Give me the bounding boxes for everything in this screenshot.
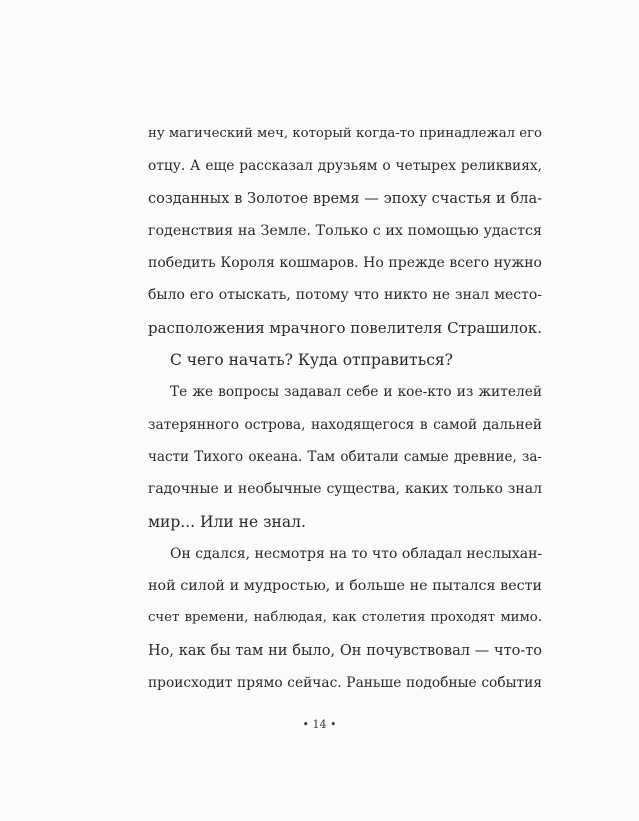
- text-line: мир... Или не знал.: [148, 512, 306, 531]
- text-line: ну магический меч, который когда-то принадлежал его: [148, 126, 542, 141]
- text-line: было его отыскать, потому что никто не знал место-: [148, 287, 542, 304]
- text-line: победить Короля кошмаров. Но прежде всего нужно: [148, 255, 542, 272]
- text-line: происходит прямо сейчас. Раньше подобные события: [148, 675, 542, 692]
- text-line: Те же вопросы задавал себе и кое-кто из жителей: [170, 384, 542, 401]
- text-line: отцу. А еще рассказал друзьям о четырех реликвиях,: [148, 158, 542, 175]
- text-line: гадочные и необычные существа, каких только знал: [148, 481, 542, 498]
- page-number: • 14 •: [302, 718, 337, 731]
- text-line: Он сдался, несмотря на то что обладал неслыхан-: [170, 545, 543, 562]
- text-line: ной силой и мудростью, и больше не пытался вести: [148, 578, 542, 595]
- text-line: годенствия на Земле. Только с их помощью удастся: [148, 222, 542, 239]
- text-line: счет времени, наблюдая, как столетия проходят мимо.: [148, 610, 542, 626]
- text-line: С чего начать? Куда отправиться?: [170, 351, 453, 370]
- text-line: созданных в Золотое время — эпоху счастья и бла-: [148, 190, 542, 207]
- text-line: затерянного острова, находящегося в самой дальней: [148, 416, 542, 433]
- text-line: расположения мрачного повелителя Страшилок.: [148, 318, 543, 337]
- text-line: части Тихого океана. Там обитали самые древние, за-: [148, 448, 542, 465]
- text-line: Но, как бы там ни было, Он почувствовал — что-то: [148, 642, 542, 659]
- body-text: [148, 118, 542, 699]
